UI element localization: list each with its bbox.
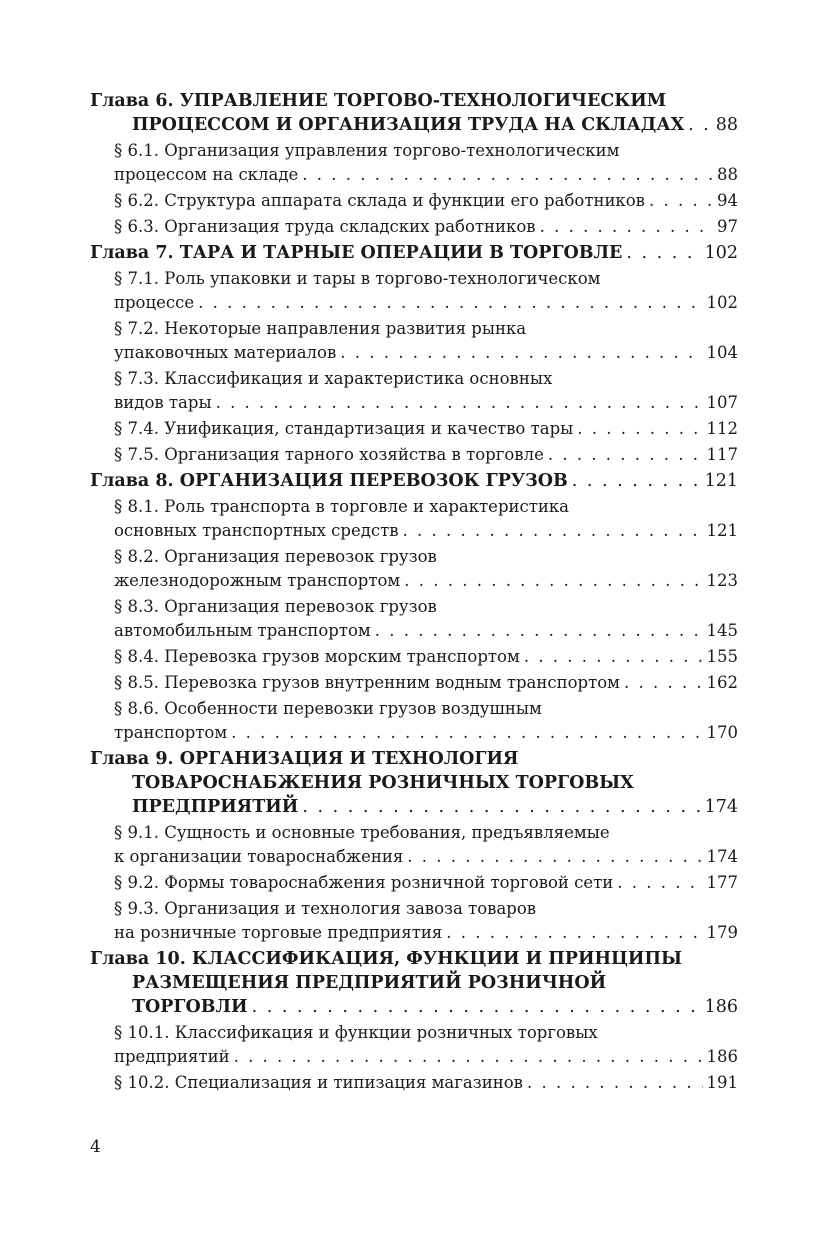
- toc-entry-title: автомобильным транспортом: [114, 621, 371, 640]
- toc-page-number: 179: [706, 923, 738, 942]
- toc-page-number: 117: [706, 445, 738, 464]
- toc-page-number: 102: [704, 243, 738, 263]
- dot-leader: [527, 1071, 703, 1095]
- toc-page-number: 145: [706, 621, 738, 640]
- dot-leader: [302, 795, 700, 819]
- toc-line: [114, 317, 738, 341]
- toc-page-number: 186: [706, 1047, 738, 1066]
- toc-section: [90, 645, 738, 669]
- toc-entry-title: § 9.3. Организация и технология завоза товаров: [114, 899, 537, 918]
- dot-leader: [302, 163, 713, 187]
- toc-section: [90, 267, 738, 315]
- toc-page-number: 88: [717, 165, 738, 184]
- toc-page-number: 174: [706, 847, 738, 866]
- toc-line: [114, 671, 738, 695]
- toc-line: [90, 469, 738, 493]
- toc-entry-title: транспортом: [114, 723, 228, 742]
- toc-page-number: 177: [706, 873, 738, 892]
- toc-entry-title: РАЗМЕЩЕНИЯ ПРЕДПРИЯТИЙ РОЗНИЧНОЙ: [132, 973, 607, 993]
- toc-chapter: [90, 469, 738, 493]
- toc-entry-title: § 7.5. Организация тарного хозяйства в торговле: [114, 445, 544, 464]
- toc-page-number: 162: [706, 673, 738, 692]
- dot-leader: [375, 619, 703, 643]
- toc-line: [114, 821, 738, 845]
- toc-entry-title: § 6.3. Организация труда складских работников: [114, 217, 536, 236]
- toc-section: [90, 495, 738, 543]
- toc-line: [114, 697, 738, 721]
- toc-entry-title: процессом на складе: [114, 165, 299, 184]
- toc-entry-title: Глава 7. ТАРА И ТАРНЫЕ ОПЕРАЦИИ В ТОРГОВЛЕ: [90, 243, 623, 263]
- dot-leader: [649, 189, 713, 213]
- toc-line: [114, 897, 738, 921]
- dot-leader: [626, 241, 700, 265]
- dot-leader: [198, 291, 702, 315]
- page-number: 4: [90, 1137, 101, 1157]
- dot-leader: [524, 645, 703, 669]
- toc-section: [90, 595, 738, 643]
- toc-page-number: 186: [704, 997, 738, 1017]
- toc-page-number: 107: [706, 393, 738, 412]
- toc-line: [90, 241, 738, 265]
- toc-section: [90, 545, 738, 593]
- toc-page-number: 174: [704, 797, 738, 817]
- toc-line: [90, 747, 738, 771]
- toc-line: [114, 215, 738, 239]
- toc-entry-title: § 8.4. Перевозка грузов морским транспортом: [114, 647, 520, 666]
- toc-entry-title: процессе: [114, 293, 195, 312]
- toc-entry-title: § 7.1. Роль упаковки и тары в торгово-технологическом: [114, 269, 601, 288]
- toc-section: [90, 1021, 738, 1069]
- toc-line: [114, 341, 738, 365]
- dot-leader: [340, 341, 702, 365]
- toc-page-number: 97: [717, 217, 738, 236]
- dot-leader: [617, 871, 702, 895]
- toc-line: [114, 519, 738, 543]
- toc-entry-title: § 6.1. Организация управления торгово-технологическим: [114, 141, 620, 160]
- toc-entry-title: § 8.5. Перевозка грузов внутренним водным транспортом: [114, 673, 620, 692]
- dot-leader: [540, 215, 713, 239]
- dot-leader: [688, 113, 712, 137]
- toc-section: [90, 367, 738, 415]
- dot-leader: [548, 443, 703, 467]
- toc-entry-title: § 10.2. Специализация и типизация магазинов: [114, 1073, 523, 1092]
- toc-entry-title: ТОВАРОСНАБЖЕНИЯ РОЗНИЧНЫХ ТОРГОВЫХ: [132, 773, 634, 793]
- toc-section: [90, 821, 738, 869]
- toc-section: [90, 443, 738, 467]
- toc-line: [114, 595, 738, 619]
- toc-entry-title: § 8.3. Организация перевозок грузов: [114, 597, 437, 616]
- toc-entry-title: ПРЕДПРИЯТИЙ: [132, 797, 299, 817]
- dot-leader: [577, 417, 702, 441]
- dot-leader: [446, 921, 702, 945]
- dot-leader: [572, 469, 701, 493]
- toc-entry-title: на розничные торговые предприятия: [114, 923, 443, 942]
- toc-line: [114, 291, 738, 315]
- toc-page-number: 121: [704, 471, 738, 491]
- toc-entry-title: § 8.6. Особенности перевозки грузов воздушным: [114, 699, 542, 718]
- dot-leader: [407, 845, 702, 869]
- dot-leader: [252, 995, 701, 1019]
- toc-line: [90, 771, 738, 795]
- toc-line: [114, 1071, 738, 1095]
- table-of-contents: [90, 89, 738, 1097]
- toc-line: [114, 189, 738, 213]
- toc-chapter: [90, 241, 738, 265]
- dot-leader: [624, 671, 703, 695]
- toc-chapter: [90, 89, 738, 137]
- toc-chapter: [90, 747, 738, 819]
- toc-line: [114, 545, 738, 569]
- toc-section: [90, 417, 738, 441]
- toc-page-number: 102: [706, 293, 738, 312]
- toc-page-number: 94: [717, 191, 738, 210]
- toc-entry-title: Глава 8. ОРГАНИЗАЦИЯ ПЕРЕВОЗОК ГРУЗОВ: [90, 471, 568, 491]
- toc-entry-title: § 9.1. Сущность и основные требования, предъявляемые: [114, 823, 610, 842]
- toc-entry-title: основных транспортных средств: [114, 521, 399, 540]
- toc-line: [90, 795, 738, 819]
- toc-section: [90, 871, 738, 895]
- toc-section: [90, 1071, 738, 1095]
- toc-page-number: 191: [706, 1073, 738, 1092]
- toc-entry-title: предприятий: [114, 1047, 230, 1066]
- toc-page-number: 170: [706, 723, 738, 742]
- dot-leader: [404, 569, 702, 593]
- toc-entry-title: упаковочных материалов: [114, 343, 337, 362]
- toc-section: [90, 671, 738, 695]
- toc-section: [90, 215, 738, 239]
- toc-line: [114, 619, 738, 643]
- toc-line: [114, 721, 738, 745]
- toc-entry-title: § 10.1. Классификация и функции розничных торговых: [114, 1023, 598, 1042]
- toc-line: [114, 367, 738, 391]
- toc-line: [90, 971, 738, 995]
- toc-section: [90, 317, 738, 365]
- toc-line: [114, 1021, 738, 1045]
- toc-line: [114, 163, 738, 187]
- toc-entry-title: § 8.1. Роль транспорта в торговле и характеристика: [114, 497, 570, 516]
- toc-line: [114, 443, 738, 467]
- toc-line: [114, 267, 738, 291]
- toc-line: [90, 113, 738, 137]
- toc-page-number: 104: [706, 343, 738, 362]
- dot-leader: [234, 1045, 703, 1069]
- toc-entry-title: § 8.2. Организация перевозок грузов: [114, 547, 437, 566]
- toc-line: [114, 417, 738, 441]
- dot-leader: [231, 721, 702, 745]
- toc-line: [90, 995, 738, 1019]
- toc-entry-title: ТОРГОВЛИ: [132, 997, 248, 1017]
- toc-section: [90, 189, 738, 213]
- toc-page-number: 155: [706, 647, 738, 666]
- toc-entry-title: железнодорожным транспортом: [114, 571, 401, 590]
- toc-entry-title: Глава 9. ОРГАНИЗАЦИЯ И ТЕХНОЛОГИЯ: [90, 749, 519, 769]
- toc-entry-title: ПРОЦЕССОМ И ОРГАНИЗАЦИЯ ТРУДА НА СКЛАДАХ: [132, 115, 685, 135]
- toc-line: [114, 391, 738, 415]
- toc-line: [114, 1045, 738, 1069]
- toc-page-number: 88: [715, 115, 738, 135]
- toc-entry-title: к организации товароснабжения: [114, 847, 404, 866]
- toc-entry-title: § 6.2. Структура аппарата склада и функции его работников: [114, 191, 645, 210]
- toc-page-number: 112: [706, 419, 738, 438]
- toc-chapter: [90, 947, 738, 1019]
- toc-line: [114, 139, 738, 163]
- toc-entry-title: § 7.2. Некоторые направления развития рынка: [114, 319, 527, 338]
- toc-entry-title: Глава 6. УПРАВЛЕНИЕ ТОРГОВО-ТЕХНОЛОГИЧЕСКИМ: [90, 91, 667, 111]
- toc-page-number: 121: [706, 521, 738, 540]
- toc-entry-title: видов тары: [114, 393, 212, 412]
- toc-line: [114, 871, 738, 895]
- toc-line: [114, 569, 738, 593]
- toc-entry-title: Глава 10. КЛАССИФИКАЦИЯ, ФУНКЦИИ И ПРИНЦИПЫ: [90, 949, 683, 969]
- toc-page-number: 123: [706, 571, 738, 590]
- toc-section: [90, 697, 738, 745]
- toc-section: [90, 139, 738, 187]
- toc-line: [114, 645, 738, 669]
- toc-line: [114, 495, 738, 519]
- dot-leader: [403, 519, 703, 543]
- toc-line: [90, 947, 738, 971]
- toc-entry-title: § 7.3. Классификация и характеристика основных: [114, 369, 553, 388]
- toc-entry-title: § 9.2. Формы товароснабжения розничной торговой сети: [114, 873, 614, 892]
- dot-leader: [216, 391, 703, 415]
- toc-line: [90, 89, 738, 113]
- toc-line: [114, 921, 738, 945]
- toc-section: [90, 897, 738, 945]
- toc-entry-title: § 7.4. Унификация, стандартизация и качество тары: [114, 419, 574, 438]
- toc-line: [114, 845, 738, 869]
